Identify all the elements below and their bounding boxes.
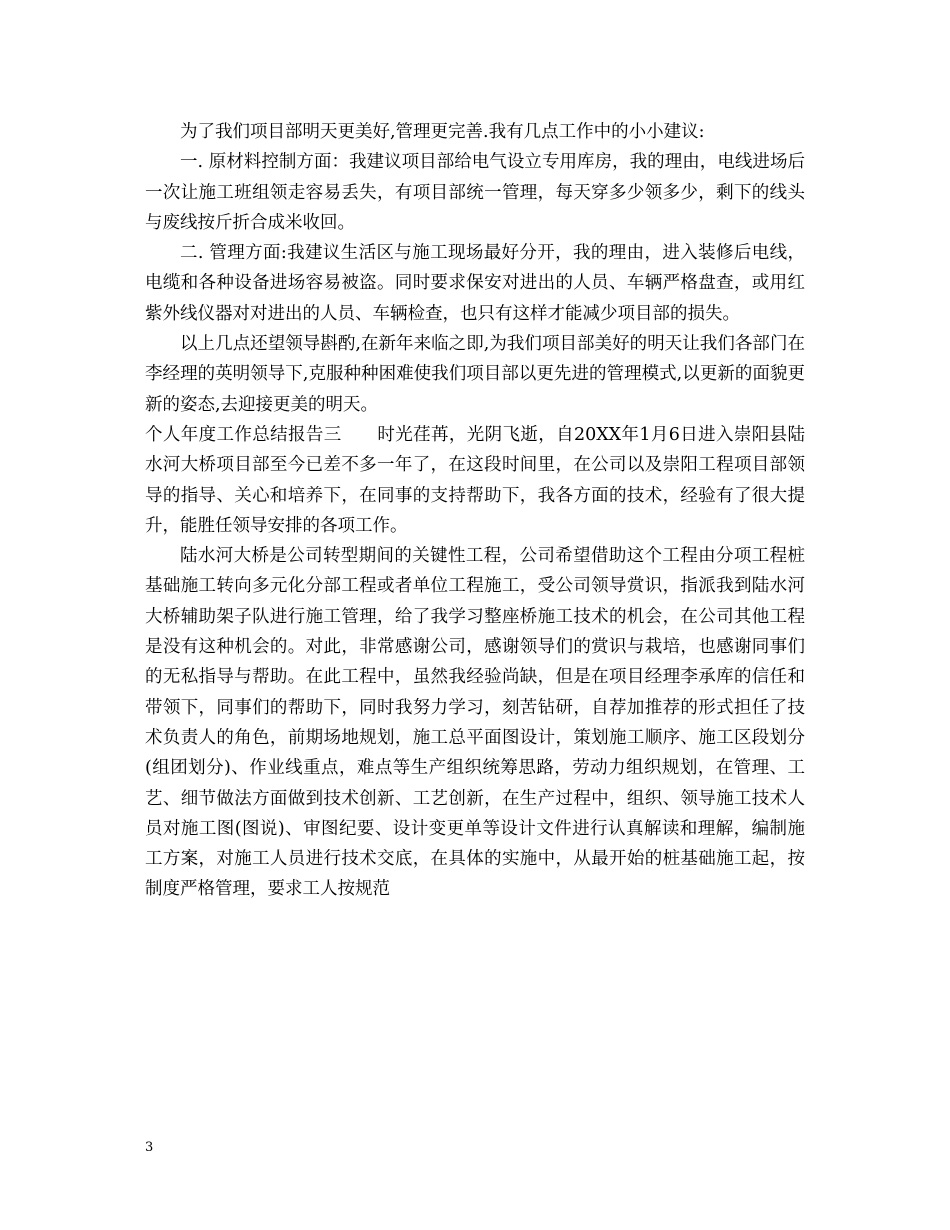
paragraph-suggestion-1: 一. 原材料控制方面：我建议项目部给电气设立专用库房，我的理由，电线进场后一次让施工班组领走容易丢失，有项目部统一管理，每天穿多少领多少，剩下的线头与废线按斤折合成米收回。 [145,152,805,233]
paragraph-report-3-heading: 个人年度工作总结报告三 时光荏苒，光阴飞逝，自20XX年1月6日进入崇阳县陆水河大桥项目部至今已差不多一年了，在这段时间里，在公司以及崇阳工程项目部领导的指导、关心和培养下，在同事的支持帮助下，我各方面的技术，经验有了很大提升，能胜任领导安排的各项工作。 [145,424,805,536]
paragraph-suggestion-2: 二. 管理方面:我建议生活区与施工现场最好分开，我的理由，进入装修后电线，电缆和各种设备进场容易被盗。同时要求保安对进出的人员、车辆严格盘查，或用红紫外线仪器对对进出的人员、车辆检查，也只有这样才能减少项目部的损失。 [145,243,805,324]
page-number: 3 [145,1140,154,1155]
paragraph-bridge-project: 陆水河大桥是公司转型期间的关键性工程，公司希望借助这个工程由分项工程桩基础施工转向多元化分部工程或者单位工程施工，受公司领导赏识，指派我到陆水河大桥辅助架子队进行施工管理，给了我学习整座桥施工技术的机会，在公司其他工程是没有这种机会的。对此，非常感谢公司，感谢领导们的赏识与栽培，也感谢同事们的无私指导与帮助。在此工程中，虽然我经验尚缺，但是在项目经理李承库的信任和带领下，同事们的帮助下，同时我努力学习，刻苦钻研，自荐加推荐的形式担任了技术负责人的角色，前期场地规划，施工总平面图设计，策划施工顺序、施工区段划分(组团划分)、作业线重点，难点等生产组织统筹思路，劳动力组织规划，在管理、工艺、细节做法方面做到技术创新、工艺创新，在生产过程中，组织、领导施工技术人员对施工图(图说)、审图纪要、设计变更单等设计文件进行认真解读和理解，编制施工方案，对施工人员进行技术交底，在具体的实施中，从最开始的桩基础施工起，按制度严格管理，要求工人按规范 [145,546,805,900]
body-text [145,117,805,905]
paragraph-intro: 为了我们项目部明天更美好,管理更完善.我有几点工作中的小小建议: [180,122,705,142]
paragraph-closing: 以上几点还望领导斟酌,在新年来临之即,为我们项目部美好的明天让我们各部门在李经理的英明领导下,克服种种困难使我们项目部以更先进的管理模式,以更新的面貌更新的姿态,去迎接更美的明天。 [145,334,805,415]
